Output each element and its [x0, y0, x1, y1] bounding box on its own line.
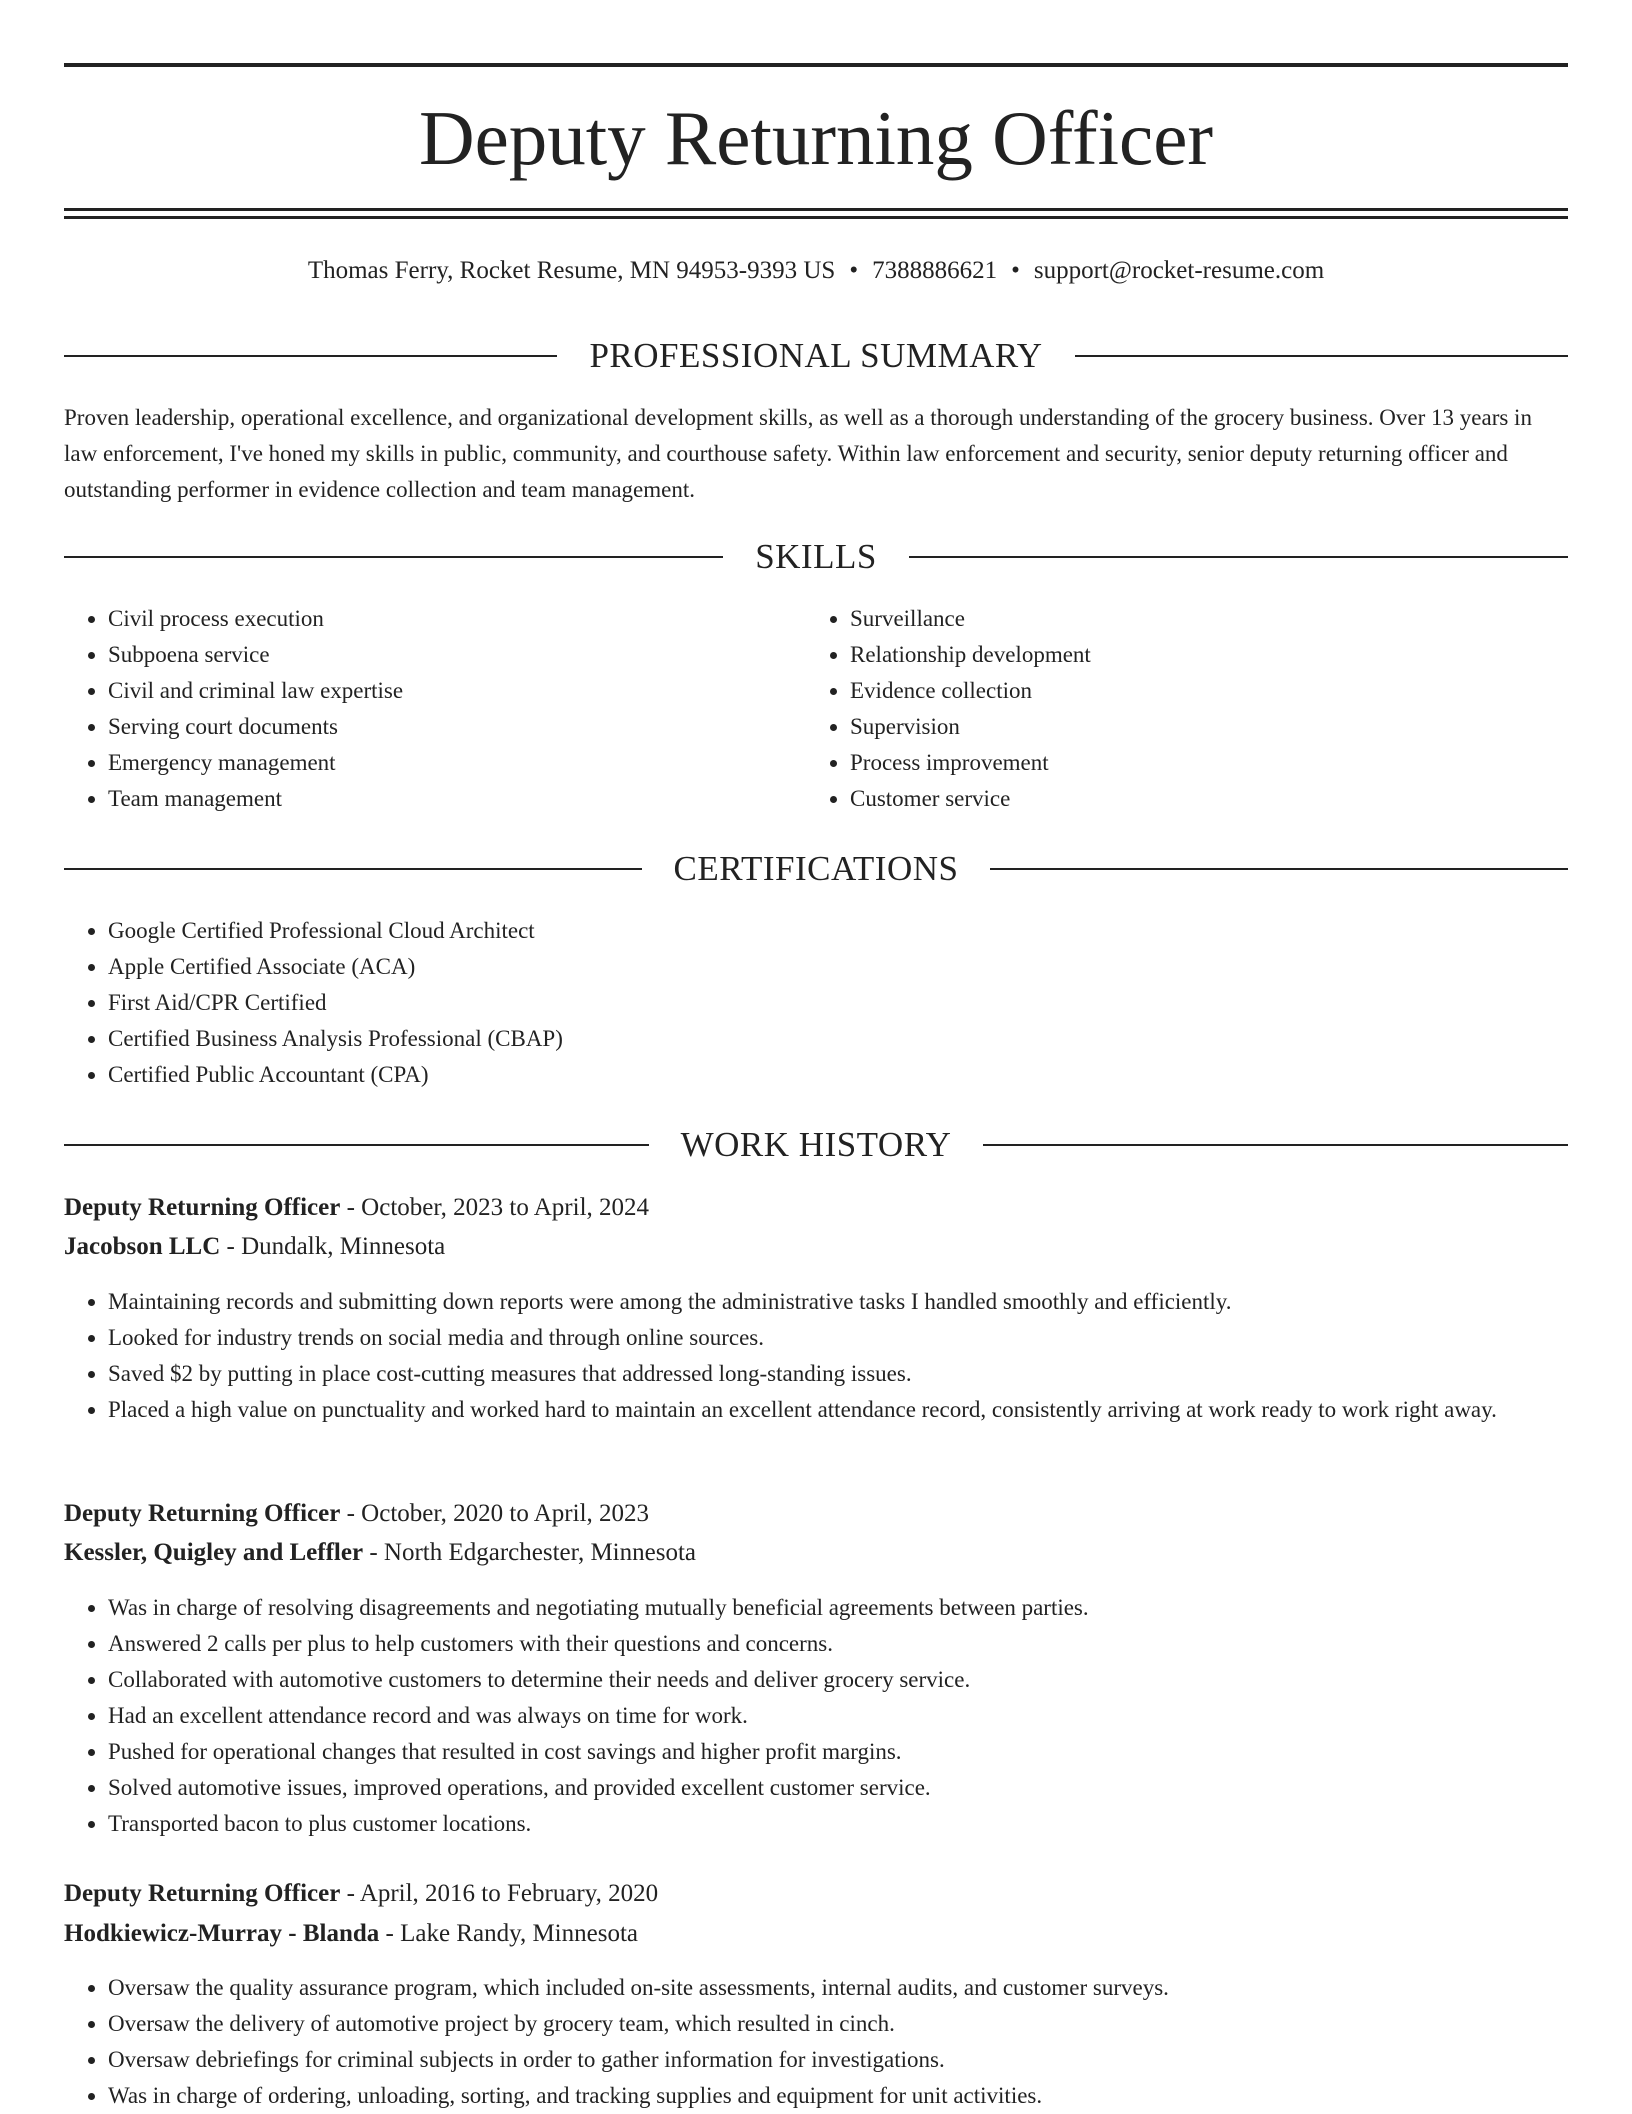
list-item: • Google Certified Professional Cloud Architect	[108, 913, 1568, 949]
title-rule-upper	[64, 208, 1568, 211]
list-item: • Team management	[108, 781, 808, 817]
job-bullets	[64, 1284, 1568, 1428]
section-title: CERTIFICATIONS	[673, 849, 959, 888]
job-company-line	[64, 1534, 1568, 1572]
list-item: • Emergency management	[108, 745, 808, 781]
section-title: SKILLS	[755, 537, 877, 576]
job-dates: - October, 2023 to April, 2024	[340, 1194, 650, 1221]
job-dates: - April, 2016 to February, 2020	[340, 1880, 659, 1907]
skills-list-right	[806, 601, 1550, 817]
list-item: • Relationship development	[850, 637, 1550, 673]
certifications-list	[64, 913, 1568, 1093]
list-item: • Customer service	[850, 781, 1550, 817]
section-title: WORK HISTORY	[680, 1125, 952, 1164]
job-dates: - October, 2020 to April, 2023	[340, 1500, 650, 1527]
job-title: Deputy Returning Officer	[64, 1500, 341, 1527]
section-heading-summary	[64, 334, 1568, 378]
job-title: Deputy Returning Officer	[64, 1194, 341, 1221]
list-item: • Saved $2 by putting in place cost-cutting measures that addressed long-standing issues.	[108, 1356, 1568, 1392]
job-company: Hodkiewicz-Murray - Blanda	[64, 1920, 380, 1947]
list-item: • Was in charge of resolving disagreements and negotiating mutually beneficial agreements between parties.	[108, 1590, 1568, 1626]
job-company-line	[64, 1915, 1568, 1953]
list-item: • Subpoena service	[108, 637, 808, 673]
heading-rule-left	[64, 1144, 649, 1146]
job-title-line	[64, 1495, 1568, 1533]
list-item: • Process improvement	[850, 745, 1550, 781]
job-bullets	[64, 1590, 1568, 1842]
heading-rule-left	[64, 556, 723, 558]
list-item: • Looked for industry trends on social media and through online sources.	[108, 1320, 1568, 1356]
job-location: - North Edgarchester, Minnesota	[363, 1539, 696, 1566]
contact-phone: 7388886621	[872, 257, 998, 284]
heading-rule-right	[990, 868, 1568, 870]
list-item: • Supervision	[850, 709, 1550, 745]
list-item: • Placed a high value on punctuality and worked hard to maintain an excellent attendance record, consistently arriving at work ready to work right away.	[108, 1392, 1568, 1428]
contact-separator: •	[849, 257, 859, 284]
list-item: • Answered 2 calls per plus to help customers with their questions and concerns.	[108, 1626, 1568, 1662]
skills-list-left	[64, 601, 808, 817]
job-bullets	[64, 1970, 1568, 2114]
heading-rule-right	[983, 1144, 1568, 1146]
section-heading-work-history	[64, 1123, 1568, 1167]
summary-text: Proven leadership, operational excellence, and organizational development skills, as well as a thorough understanding of the grocery business. Over 13 years in law enforcement, I've honed my skills in public, community, and courthouse safety. Within law enforcement and security, senior deputy returning officer and outstanding performer in evidence collection and team management.	[64, 405, 1532, 502]
job-title-line	[64, 1875, 1568, 1913]
list-item: • First Aid/CPR Certified	[108, 985, 1568, 1021]
list-item: • Solved automotive issues, improved operations, and provided excellent customer service.	[108, 1770, 1568, 1806]
job-title: Deputy Returning Officer	[64, 1880, 341, 1907]
job-company: Jacobson LLC	[64, 1233, 221, 1260]
contact-line	[64, 255, 1568, 287]
list-item: • Oversaw the quality assurance program, which included on-site assessments, internal audits, and customer surveys.	[108, 1970, 1568, 2006]
list-item: • Oversaw the delivery of automotive project by grocery team, which resulted in cinch.	[108, 2006, 1568, 2042]
title-rule-lower	[64, 216, 1568, 219]
heading-rule-right	[1075, 355, 1568, 357]
job-company: Kessler, Quigley and Leffler	[64, 1539, 364, 1566]
top-rule	[64, 63, 1568, 67]
section-heading-skills	[64, 535, 1568, 579]
contact-separator: •	[1011, 257, 1020, 284]
list-item: • Had an excellent attendance record and was always on time for work.	[108, 1698, 1568, 1734]
list-item: • Certified Public Accountant (CPA)	[108, 1057, 1568, 1093]
list-item: • Transported bacon to plus customer locations.	[108, 1806, 1568, 1842]
job-company-line	[64, 1228, 1568, 1266]
list-item: • Pushed for operational changes that resulted in cost savings and higher profit margins.	[108, 1734, 1568, 1770]
heading-rule-left	[64, 355, 557, 357]
job-title-line	[64, 1189, 1568, 1227]
list-item: • Maintaining records and submitting down reports were among the administrative tasks I handled smoothly and efficiently.	[108, 1284, 1568, 1320]
resume-title: Deputy Returning Officer	[418, 95, 1214, 181]
list-item: • Civil and criminal law expertise	[108, 673, 808, 709]
heading-rule-right	[909, 556, 1568, 558]
contact-email: support@rocket-resume.com	[1033, 257, 1325, 284]
contact-address: Thomas Ferry, Rocket Resume, MN 94953-9393 US	[307, 257, 836, 284]
section-title: PROFESSIONAL SUMMARY	[589, 336, 1043, 375]
job-location: - Dundalk, Minnesota	[220, 1233, 446, 1260]
list-item: • Serving court documents	[108, 709, 808, 745]
list-item: • Civil process execution	[108, 601, 808, 637]
list-item: • Oversaw debriefings for criminal subjects in order to gather information for investigations.	[108, 2042, 1568, 2078]
list-item: • Collaborated with automotive customers to determine their needs and deliver grocery service.	[108, 1662, 1568, 1698]
list-item: • Surveillance	[850, 601, 1550, 637]
list-item: • Was in charge of ordering, unloading, sorting, and tracking supplies and equipment for unit activities.	[108, 2078, 1568, 2114]
job-location: - Lake Randy, Minnesota	[379, 1920, 638, 1947]
list-item: • Certified Business Analysis Professional (CBAP)	[108, 1021, 1568, 1057]
heading-rule-left	[64, 868, 642, 870]
list-item: • Evidence collection	[850, 673, 1550, 709]
section-heading-certifications	[64, 847, 1568, 891]
list-item: • Apple Certified Associate (ACA)	[108, 949, 1568, 985]
